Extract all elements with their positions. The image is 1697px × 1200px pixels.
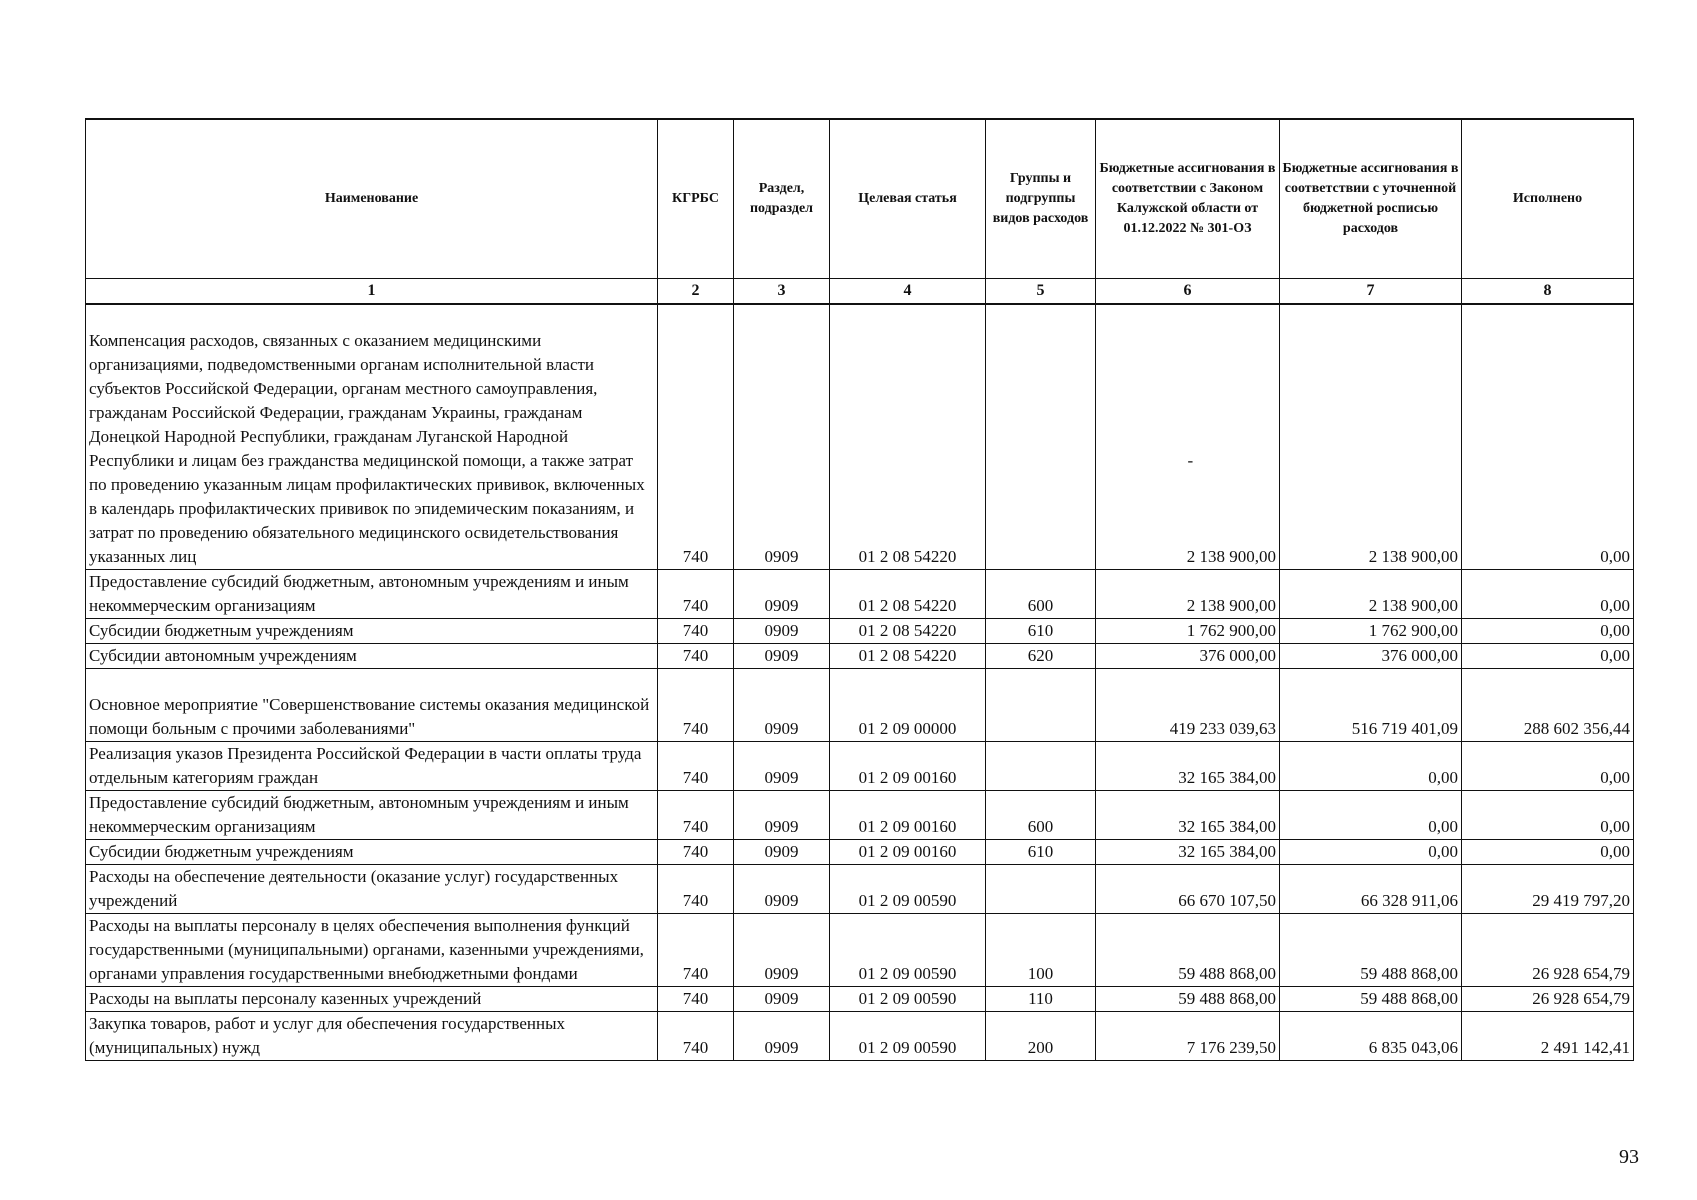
row-section: 0909: [734, 570, 830, 619]
table-row-spacer: [86, 304, 1634, 329]
spacer-cell: [658, 304, 734, 329]
row-target: 01 2 09 00590: [830, 914, 986, 987]
row-name: Реализация указов Президента Российской Федерации в части оплаты труда отдельным категориям граждан: [86, 742, 658, 791]
row-kgrbs: 740: [658, 865, 734, 914]
table-row: [86, 669, 1634, 742]
header-law: Бюджетные ассигнования в соответствии с Законом Калужской области от 01.12.2022 № 301-ОЗ: [1096, 119, 1280, 279]
row-kgrbs: 740: [658, 1012, 734, 1061]
row-refined: 0,00: [1280, 742, 1462, 791]
row-law: 1 762 900,00: [1096, 619, 1280, 644]
table-row: [86, 914, 1634, 987]
row-executed: 0,00: [1462, 742, 1634, 791]
header-kgrbs: КГРБС: [658, 119, 734, 279]
spacer-cell: [734, 304, 830, 329]
row-executed: 26 928 654,79: [1462, 987, 1634, 1012]
column-number: 8: [1462, 279, 1634, 305]
row-section: 0909: [734, 791, 830, 840]
row-executed: 26 928 654,79: [1462, 914, 1634, 987]
row-group: 600: [986, 570, 1096, 619]
row-name: Расходы на обеспечение деятельности (оказание услуг) государственных учреждений: [86, 865, 658, 914]
row-name: Основное мероприятие "Совершенствование системы оказания медицинской помощи больным с прочими заболеваниями": [86, 669, 658, 742]
header-executed: Исполнено: [1462, 119, 1634, 279]
spacer-cell: [1096, 304, 1280, 329]
spacer-cell: [1462, 304, 1634, 329]
dash-mark: -: [1187, 451, 1194, 470]
row-group: 110: [986, 987, 1096, 1012]
row-target: 01 2 08 54220: [830, 570, 986, 619]
row-kgrbs: 740: [658, 742, 734, 791]
table-row: [86, 619, 1634, 644]
row-kgrbs: 740: [658, 669, 734, 742]
row-target: 01 2 08 54220: [830, 644, 986, 669]
row-target: 01 2 09 00590: [830, 1012, 986, 1061]
row-law: 32 165 384,00: [1096, 791, 1280, 840]
row-kgrbs: 740: [658, 987, 734, 1012]
row-name: Закупка товаров, работ и услуг для обеспечения государственных (муниципальных) нужд: [86, 1012, 658, 1061]
row-section: 0909: [734, 914, 830, 987]
row-kgrbs: 740: [658, 644, 734, 669]
row-refined: 376 000,00: [1280, 644, 1462, 669]
row-executed: 0,00: [1462, 840, 1634, 865]
row-section: 0909: [734, 742, 830, 791]
row-group: [986, 329, 1096, 570]
row-law: 419 233 039,63: [1096, 669, 1280, 742]
row-refined: 0,00: [1280, 840, 1462, 865]
row-law: 32 165 384,00: [1096, 742, 1280, 791]
row-executed: 2 491 142,41: [1462, 1012, 1634, 1061]
row-target: 01 2 08 54220: [830, 619, 986, 644]
row-refined: 59 488 868,00: [1280, 914, 1462, 987]
row-section: 0909: [734, 840, 830, 865]
table-row: [86, 791, 1634, 840]
row-refined: 2 138 900,00: [1280, 570, 1462, 619]
row-group: 610: [986, 840, 1096, 865]
row-target: 01 2 09 00000: [830, 669, 986, 742]
row-section: 0909: [734, 987, 830, 1012]
row-refined: 0,00: [1280, 791, 1462, 840]
column-number: 6: [1096, 279, 1280, 305]
column-number-row: [86, 279, 1634, 305]
row-law: 7 176 239,50: [1096, 1012, 1280, 1061]
budget-table: [85, 118, 1634, 1061]
row-law: 59 488 868,00: [1096, 987, 1280, 1012]
row-law: 376 000,00: [1096, 644, 1280, 669]
row-group: 620: [986, 644, 1096, 669]
table-row: [86, 570, 1634, 619]
row-group: 600: [986, 791, 1096, 840]
row-law: 2 138 900,00: [1096, 570, 1280, 619]
column-number: 4: [830, 279, 986, 305]
row-refined: 2 138 900,00: [1280, 329, 1462, 570]
table-row: [86, 329, 1634, 570]
header-refined: Бюджетные ассигнования в соответствии с уточненной бюджетной росписью расходов: [1280, 119, 1462, 279]
page-number: 93: [1619, 1146, 1639, 1168]
row-target: 01 2 09 00590: [830, 987, 986, 1012]
row-law: [1096, 329, 1280, 570]
row-kgrbs: 740: [658, 329, 734, 570]
spacer-cell: [830, 304, 986, 329]
row-refined: 1 762 900,00: [1280, 619, 1462, 644]
row-name: Расходы на выплаты персоналу казенных учреждений: [86, 987, 658, 1012]
row-name: Субсидии бюджетным учреждениям: [86, 840, 658, 865]
row-name: Расходы на выплаты персоналу в целях обеспечения выполнения функций государственными (муниципальными) органами, казенными учреждениями, органами управления государственными внебюджетными фондами: [86, 914, 658, 987]
row-name: Субсидии бюджетным учреждениям: [86, 619, 658, 644]
header-row: [86, 119, 1634, 279]
row-executed: 0,00: [1462, 570, 1634, 619]
table-row: [86, 987, 1634, 1012]
row-target: 01 2 09 00160: [830, 742, 986, 791]
row-group: [986, 669, 1096, 742]
row-name: Субсидии автономным учреждениям: [86, 644, 658, 669]
row-kgrbs: 740: [658, 791, 734, 840]
row-group: [986, 865, 1096, 914]
row-group: 100: [986, 914, 1096, 987]
row-executed: 29 419 797,20: [1462, 865, 1634, 914]
row-executed: 0,00: [1462, 329, 1634, 570]
row-law: 32 165 384,00: [1096, 840, 1280, 865]
row-target: 01 2 09 00590: [830, 865, 986, 914]
row-section: 0909: [734, 329, 830, 570]
table-row: [86, 840, 1634, 865]
table-row: [86, 742, 1634, 791]
row-refined: 516 719 401,09: [1280, 669, 1462, 742]
row-name: Компенсация расходов, связанных с оказанием медицинскими организациями, подведомственными органам исполнительной власти субъектов Российской Федерации, органам местного самоуправления, гражданам Российской Федерации, гражданам Украины, гражданам Донецкой Народной Республики, гражданам Луганской Народной Республики и лицам без гражданства медицинской помощи, а также затрат по проведению указанным лицам профилактических прививок, включенных в календарь профилактических прививок по эпидемическим показаниям, и затрат по проведению обязательного медицинского освидетельствования указанных лиц: [86, 329, 658, 570]
spacer-cell: [1280, 304, 1462, 329]
table-row: [86, 1012, 1634, 1061]
table-row: [86, 644, 1634, 669]
row-section: 0909: [734, 865, 830, 914]
row-section: 0909: [734, 619, 830, 644]
spacer-cell: [986, 304, 1096, 329]
row-target: 01 2 09 00160: [830, 840, 986, 865]
row-refined: 6 835 043,06: [1280, 1012, 1462, 1061]
row-executed: 288 602 356,44: [1462, 669, 1634, 742]
header-group: Группы и подгруппы видов расходов: [986, 119, 1096, 279]
row-refined: 59 488 868,00: [1280, 987, 1462, 1012]
row-executed: 0,00: [1462, 791, 1634, 840]
row-section: 0909: [734, 1012, 830, 1061]
row-group: [986, 742, 1096, 791]
row-name: Предоставление субсидий бюджетным, автономным учреждениям и иным некоммерческим организациям: [86, 791, 658, 840]
row-name: Предоставление субсидий бюджетным, автономным учреждениям и иным некоммерческим организациям: [86, 570, 658, 619]
row-law: 66 670 107,50: [1096, 865, 1280, 914]
row-section: 0909: [734, 644, 830, 669]
row-section: 0909: [734, 669, 830, 742]
header-target: Целевая статья: [830, 119, 986, 279]
column-number: 2: [658, 279, 734, 305]
row-target: 01 2 08 54220: [830, 329, 986, 570]
row-refined: 66 328 911,06: [1280, 865, 1462, 914]
row-kgrbs: 740: [658, 914, 734, 987]
table-row: [86, 865, 1634, 914]
column-number: 7: [1280, 279, 1462, 305]
row-kgrbs: 740: [658, 570, 734, 619]
row-kgrbs: 740: [658, 840, 734, 865]
spacer-cell: [86, 304, 658, 329]
column-number: 5: [986, 279, 1096, 305]
row-law: 59 488 868,00: [1096, 914, 1280, 987]
header-name: Наименование: [86, 119, 658, 279]
column-number: 3: [734, 279, 830, 305]
row-group: 200: [986, 1012, 1096, 1061]
row-executed: 0,00: [1462, 619, 1634, 644]
row-law-value: 2 138 900,00: [1186, 547, 1276, 566]
header-section: Раздел, подраздел: [734, 119, 830, 279]
row-executed: 0,00: [1462, 644, 1634, 669]
row-group: 610: [986, 619, 1096, 644]
column-number: 1: [86, 279, 658, 305]
row-kgrbs: 740: [658, 619, 734, 644]
row-target: 01 2 09 00160: [830, 791, 986, 840]
